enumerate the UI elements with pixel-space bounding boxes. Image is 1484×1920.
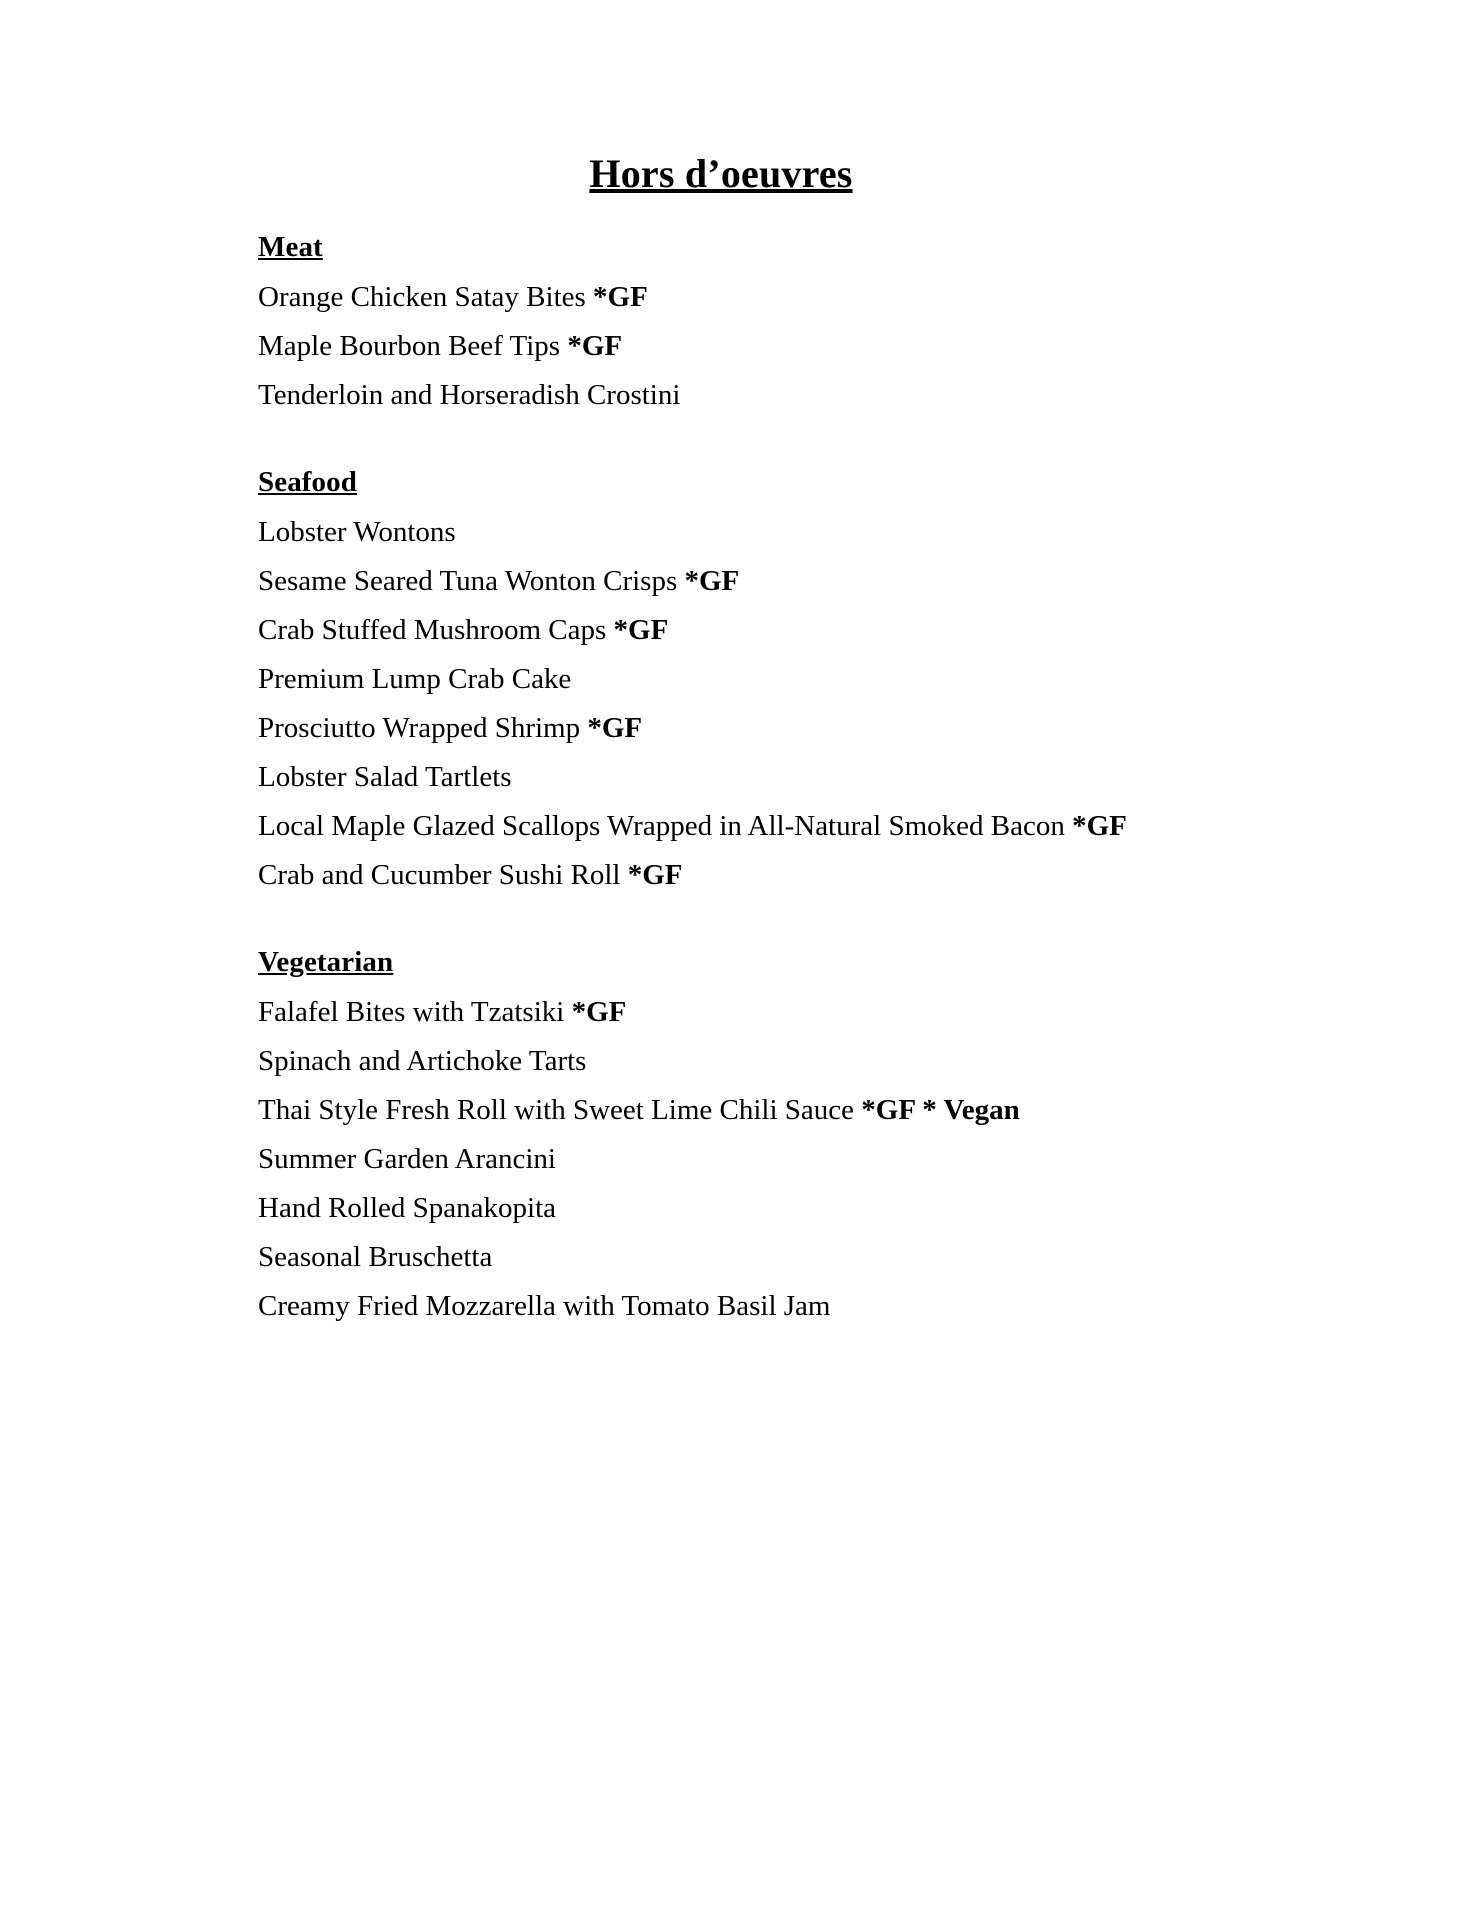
menu-item-name: Lobster Wontons [258,516,456,548]
menu-item-name: Thai Style Fresh Roll with Sweet Lime Chili Sauce [258,1094,862,1126]
menu-item [258,606,1304,655]
menu-section-vegetarian [258,946,1304,1331]
menu-item-name: Local Maple Glazed Scallops Wrapped in All-Natural Smoked Bacon [258,810,1073,842]
section-heading: Seafood [258,466,357,498]
menu-item-name: Seasonal Bruschetta [258,1241,493,1273]
menu-item [258,371,1304,420]
menu-item [258,1282,1304,1331]
menu-item-tag: *GF [1072,810,1127,842]
menu-item-name: Hand Rolled Spanakopita [258,1192,557,1224]
menu-item-tag: *GF [567,330,623,362]
menu-item-name: Falafel Bites with Tzatsiki [258,996,572,1028]
menu-item [258,1233,1304,1282]
menu-item-name: Creamy Fried Mozzarella with Tomato Basil Jam [258,1290,831,1322]
menu-item-name: Premium Lump Crab Cake [258,663,572,695]
menu-item-name: Spinach and Artichoke Tarts [258,1045,587,1077]
menu-item-tag: *GF [587,712,643,744]
menu-item [258,508,1304,557]
menu-item [258,704,1304,753]
menu-item [258,557,1304,606]
menu-item-name: Prosciutto Wrapped Shrimp [258,712,588,744]
menu-item [258,322,1304,371]
menu-item [258,1135,1304,1184]
menu-item-name: Crab and Cucumber Sushi Roll [258,859,628,891]
menu-item-name: Maple Bourbon Beef Tips [258,330,568,362]
menu-item-name: Crab Stuffed Mushroom Caps [258,614,614,646]
menu-item [258,1086,1304,1135]
menu-item [258,802,1304,851]
menu-item-name: Sesame Seared Tuna Wonton Crisps [258,565,685,597]
menu-item [258,851,1304,900]
menu-item-name: Lobster Salad Tartlets [258,761,512,793]
menu-item [258,1184,1304,1233]
page-title: Hors d’oeuvres [589,151,853,196]
menu-item [258,655,1304,704]
menu-item-tag: *GF [627,859,683,891]
menu-item-name: Summer Garden Arancini [258,1143,556,1175]
menu-section-seafood [258,466,1304,900]
menu-item-tag: *GF * Vegan [861,1094,1020,1126]
menu-item [258,988,1304,1037]
section-heading: Meat [258,231,323,263]
menu-item [258,753,1304,802]
menu-section-meat [258,231,1304,420]
menu-item-tag: *GF [613,614,669,646]
menu-item-name: Tenderloin and Horseradish Crostini [258,379,681,411]
menu-item-name: Orange Chicken Satay Bites [258,281,594,313]
menu-item [258,1037,1304,1086]
menu-item [258,273,1304,322]
menu-item-tag: *GF [593,281,648,313]
section-heading: Vegetarian [258,946,394,978]
menu-item-tag: *GF [684,565,740,597]
menu-item-tag: *GF [571,996,627,1028]
